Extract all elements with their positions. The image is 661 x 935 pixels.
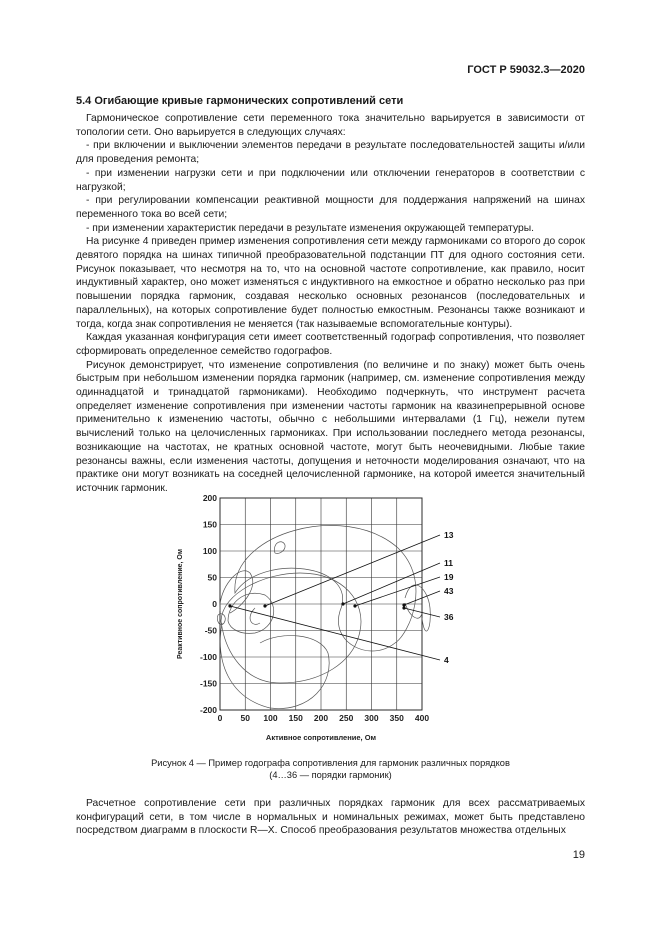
annotation-label: 19 [444,572,454,582]
locus-curve [221,573,361,683]
annotation-arrow-head [353,604,356,607]
paragraph: - при изменении нагрузки сети и при подключении или отключении генераторов в соответствии с нагрузкой; [76,167,585,193]
annotation-label: 36 [444,612,454,622]
paragraph: На рисунке 4 приведен пример изменения сопротивления сети между гармониками со второго до сорок девятого порядка на шинах типичной преобразовательной подстанции ПТ для одного состояния сети. Рисунок показывает, что несмотря на то, что на основной частоте сопротивление, как правило, носит индуктивный характер, оно может изменяться с индуктивного на емкостное и обратно несколько раз при повышении порядка гармоник, создавая несколько основных резонансов (последовательных и параллельных), на которых сопротивление будет полностью емкостным. Резонансы также возникают и тогда, когда знак сопротивления не меняется (так называемые вспомогательные контуры). [76,236,585,330]
x-tick-label: 350 [389,713,404,723]
annotation-arrow-head [402,603,405,606]
y-tick-label: 100 [202,546,217,556]
locus-curve [235,525,416,651]
x-tick-label: 250 [339,713,354,723]
standard-header: ГОСТ Р 59032.3—2020 [467,64,585,76]
y-tick-label: 200 [202,493,217,503]
annotation-arrow-line [230,606,440,660]
caption-line: (4…36 — порядки гармоник) [269,769,392,780]
locus-curve [274,542,285,554]
y-tick-label: 150 [202,519,217,530]
annotation-label: 43 [444,586,454,596]
body-text [76,112,585,496]
section-title: 5.4 Огибающие кривые гармонических сопротивлений сети [76,95,404,107]
paragraph: Гармоническое сопротивление сети переменного тока значительно варьируется в зависимости от топологии сети. Оно варьируется в следующих случаях: [76,113,585,138]
x-tick-label: 100 [263,713,278,723]
y-tick-label: 50 [207,572,217,583]
locus-curve [220,623,329,709]
x-tick-label: 0 [217,713,223,723]
annotation-label: 13 [444,530,454,540]
annotation-label: 11 [444,558,453,568]
paragraph: - при регулировании компенсации реактивной мощности для поддержания напряжений на шинах переменного тока во всей сети; [76,195,585,220]
y-axis-label: Реактивное сопротивление, Ом [177,548,184,660]
impedance-locus-chart [160,493,460,743]
x-tick-label: 300 [364,713,379,723]
paragraph: Рисунок демонстрирует, что изменение сопротивления (по величине и по знаку) может быть очень быстрым при небольшом изменении порядка гармоник (например, см. изменение сопротивления между одиннадцатой и тринадцатой гармониками). Необходимо подчеркнуть, что инструмент расчета определяет изменение сопротивления при изменении частоты гармоник на квазинепрерывной основе применительно к изменению частоты, обычно с небольшими интервалами (1 Гц), нежели путем вычислений только на целочисленных гармониках. При использовании последнего метода резонансы, возникающие на частотах, не кратных основной частоте, могут быть неочевидными. Любые такие резонансы важны, если изменения частоты, допущения и неточности моделирования означают, что на практике они могут возникать на соседней целочисленной гармонике, на которой имеется значительный источник гармоник. [76,359,585,494]
page-number: 19 [572,849,585,861]
locus-curve [250,608,260,624]
annotation-arrow-line [343,563,440,604]
y-tick-label: -50 [204,625,217,636]
x-tick-label: 150 [288,713,303,723]
paragraph: Расчетное сопротивление сети при различных порядках гармоник для всех рассматриваемых конфигураций сети, в том числе в нормальных и номинальных режимах, может быть представлено посредством диаграмм в плоскости R—X. Способ преобразования результатов множества отдельных [76,798,585,837]
annotation-arrow-head [263,604,266,607]
annotation-arrow-head [228,604,231,607]
figure-caption [76,758,585,781]
annotation-arrow-head [341,602,344,605]
y-tick-label: -100 [199,652,217,662]
x-tick-label: 50 [240,713,250,723]
paragraph: - при включении и выключении элементов передачи в результате последовательностей защиты и/или для проведения ремонта; [76,140,585,166]
bottom-text [76,797,585,838]
y-tick-label: 0 [212,599,217,609]
y-tick-label: -200 [199,705,217,715]
annotation-label: 4 [444,655,449,665]
x-tick-label: 400 [414,713,430,723]
impedance-locus-figure [160,493,460,743]
paragraph: - при изменении характеристик передачи в результате изменения окружающей температуры. [86,222,535,234]
x-axis-label: Активное сопротивление, Ом [265,733,377,742]
x-tick-label: 200 [313,713,329,723]
y-tick-label: -150 [199,678,217,689]
paragraph: Каждая указанная конфигурация сети имеет соответственный годограф сопротивления, что позволяет сформировать определенное семейство годографов. [76,332,585,357]
annotation-arrow-head [402,606,405,609]
caption-line: Рисунок 4 — Пример годографа сопротивления для гармоник различных порядков [151,758,510,768]
